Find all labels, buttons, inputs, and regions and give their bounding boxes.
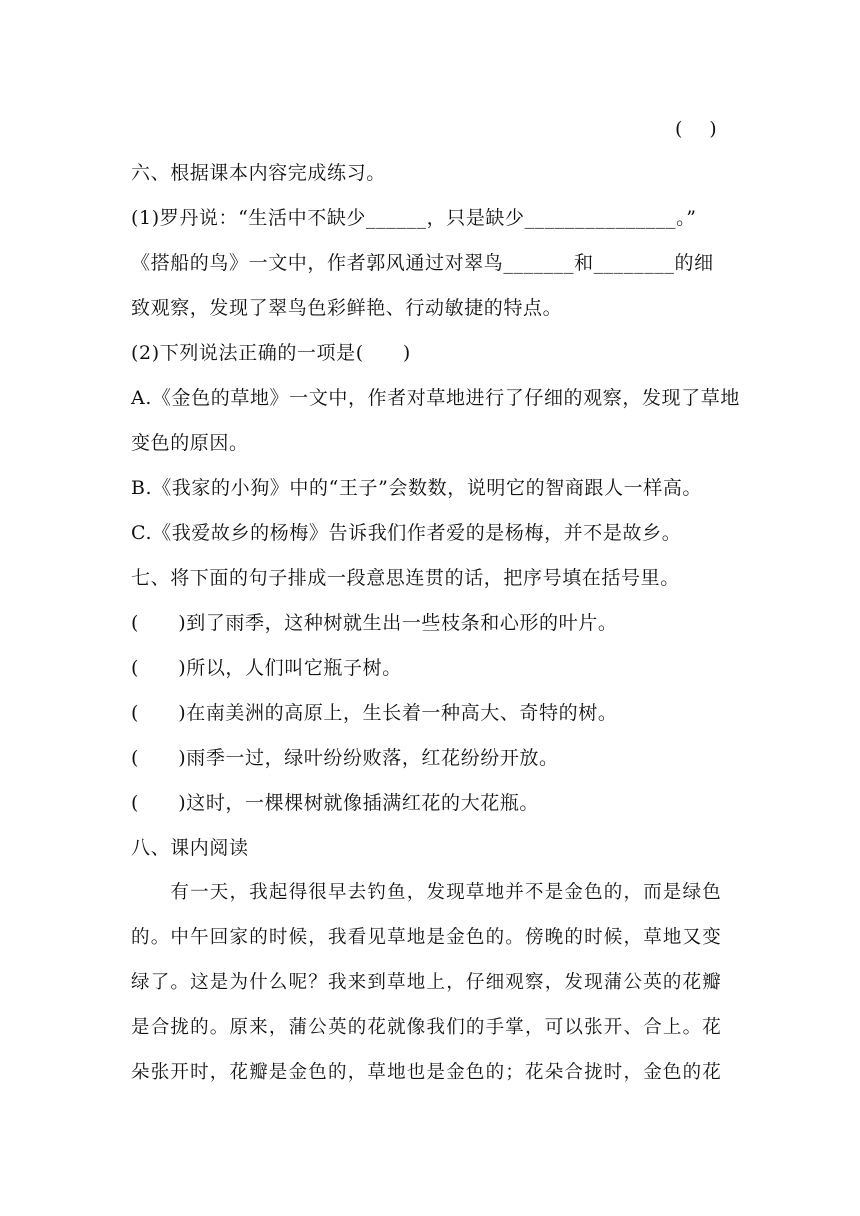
sentence-item: ( )所以，人们叫它瓶子树。 [131,657,402,679]
question-2-stem: (2)下列说法正确的一项是( ) [131,342,411,364]
question-1-line-1: (1)罗丹说：“生活中不缺少______，只是缺少_______________。” [131,207,697,229]
question-1-line-3: 致观察，发现了翠鸟色彩鲜艳、行动敏捷的特点。 [131,297,563,319]
passage-line: 朵张开时，花瓣是金色的，草地也是金色的；花朵合拢时，金色的花 [131,1062,723,1083]
sentence-item: ( )到了雨季，这种树就生出一些枝条和心形的叶片。 [131,612,618,634]
passage-line: 绿了。这是为什么呢？我来到草地上，仔细观察，发现蒲公英的花瓣 [131,972,723,993]
option-a-line-1: A.《金色的草地》一文中，作者对草地进行了仔细的观察，发现了草地 [131,387,740,409]
question-1-line-2: 《搭船的鸟》一文中，作者郭风通过对翠鸟_______和________的细 [131,252,714,274]
option-b: B.《我家的小狗》中的“王子”会数数，说明它的智商跟人一样高。 [131,477,703,499]
section-7-heading: 七、将下面的句子排成一段意思连贯的话，把序号填在括号里。 [131,567,680,589]
sentence-item: ( )雨季一过，绿叶纷纷败落，红花纷纷开放。 [131,747,559,769]
answer-parentheses: ( ) [675,118,718,140]
passage-line: 有一天，我起得很早去钓鱼，发现草地并不是金色的，而是绿色 [131,882,723,903]
section-6-heading: 六、根据课本内容完成练习。 [131,162,386,184]
passage-line: 的。中午回家的时候，我看见草地是金色的。傍晚的时候，草地又变 [131,927,723,948]
passage-line: 是合拢的。原来，蒲公英的花就像我们的手掌，可以张开、合上。花 [131,1017,723,1038]
option-c: C.《我爱故乡的杨梅》告诉我们作者爱的是杨梅，并不是故乡。 [131,522,682,544]
sentence-item: ( )这时，一棵棵树就像插满红花的大花瓶。 [131,792,540,814]
section-8-heading: 八、课内阅读 [131,837,249,859]
sentence-item: ( )在南美洲的高原上，生长着一种高大、奇特的树。 [131,702,618,724]
option-a-line-2: 变色的原因。 [131,432,249,454]
